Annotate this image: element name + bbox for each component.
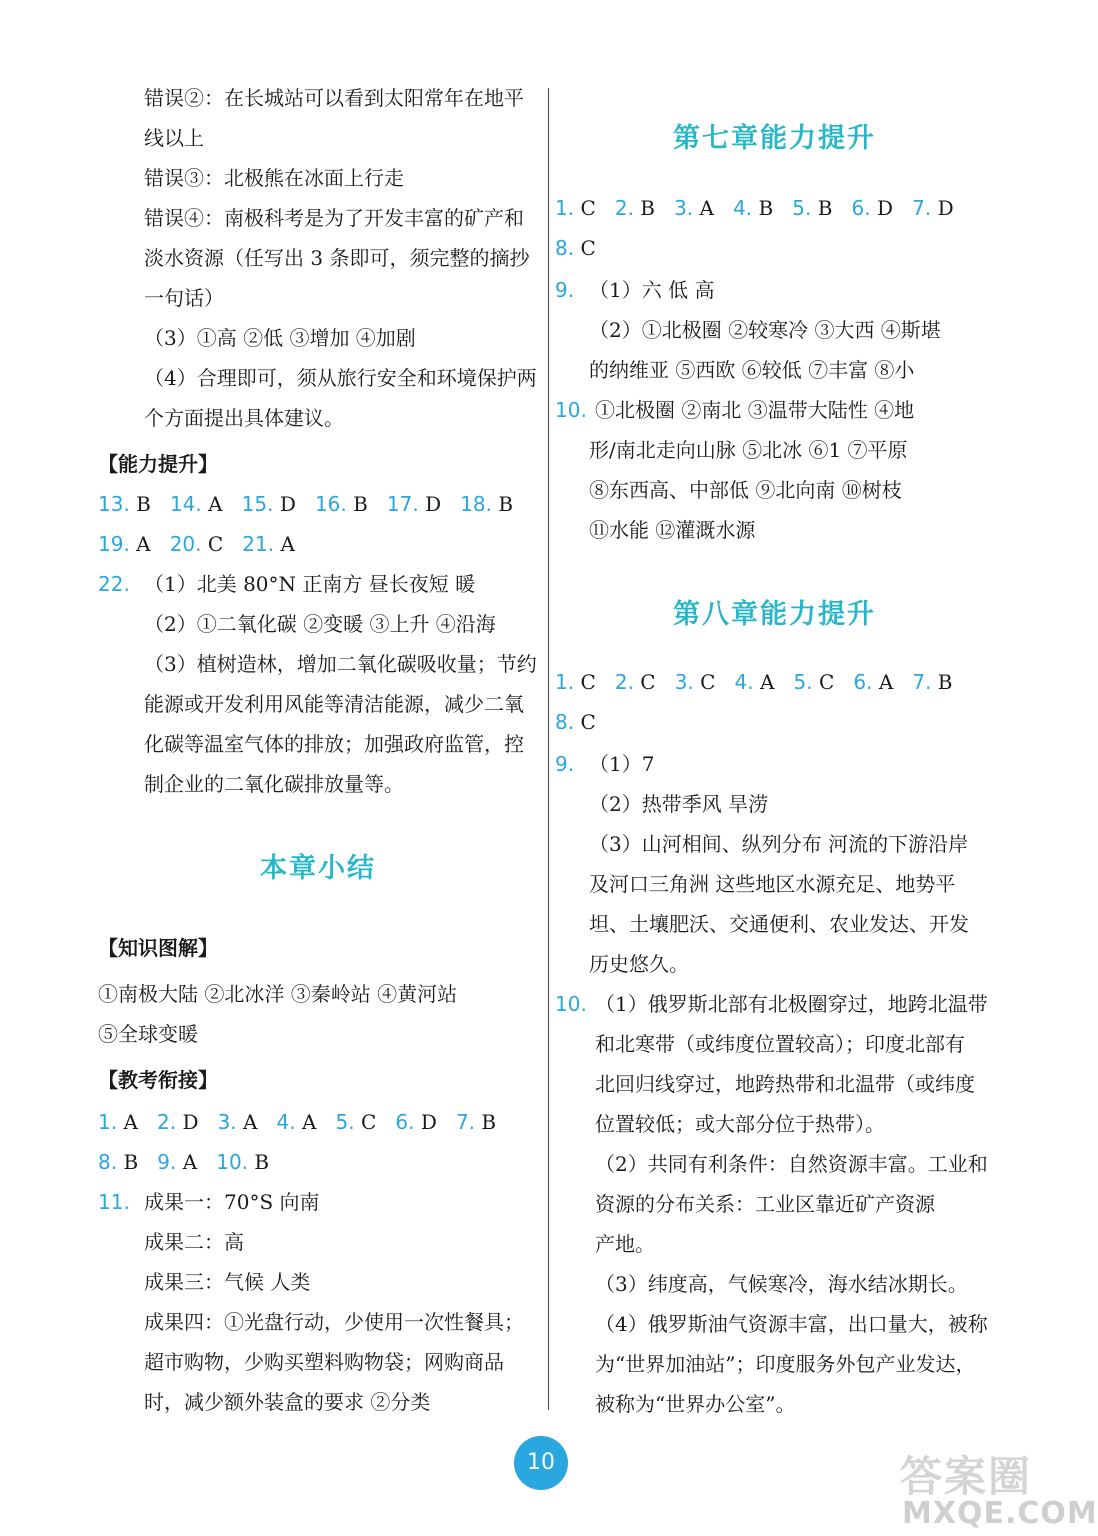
- question-number: 10.: [555, 992, 587, 1016]
- chapter-summary-title: 本章小结: [260, 853, 376, 884]
- question-number: 21.: [242, 532, 275, 556]
- answer: C: [818, 670, 835, 694]
- answer-row: [555, 194, 954, 222]
- text-line: （2）①二氧化碳 ②变暖 ③上升 ④沿海: [144, 612, 496, 636]
- section-heading-exam: 【教考衔接】: [98, 1068, 218, 1092]
- question-number: 10.: [555, 398, 587, 422]
- text-line: 淡水资源（任写出 3 条即可，须完整的摘抄: [144, 246, 530, 270]
- text-line: （2）热带季风 旱涝: [589, 792, 769, 816]
- text-line: （1）六 低 高: [589, 278, 715, 302]
- question-number: 8.: [555, 236, 575, 260]
- text-line: （3）植树造林，增加二氧化碳吸收量；节约: [144, 652, 537, 676]
- answer: B: [817, 196, 833, 220]
- answer: B: [640, 196, 655, 220]
- text-line: （2）共同有利条件：自然资源丰富。工业和: [595, 1152, 988, 1176]
- section-heading-ability: 【能力提升】: [98, 452, 218, 476]
- text-line: （1）7: [589, 752, 655, 776]
- answer: D: [182, 1110, 199, 1134]
- answer: D: [425, 492, 442, 516]
- answer: C: [580, 196, 596, 220]
- text-line: 坦、土壤肥沃、交通便利、农业发达、开发: [589, 912, 969, 936]
- question-number: 17.: [386, 492, 419, 516]
- question-number: 13.: [98, 492, 130, 516]
- text-line: 错误②：在长城站可以看到太阳常年在地平: [144, 86, 524, 110]
- text-line: 成果二：高: [144, 1230, 244, 1254]
- text-line: 北回归线穿过，地跨热带和北温带（或纬度: [595, 1072, 975, 1096]
- question-number: 11.: [98, 1190, 130, 1214]
- question-number: 5.: [792, 196, 812, 220]
- question-number: 2.: [614, 670, 634, 694]
- text-line: 成果四：①光盘行动，少使用一次性餐具；: [144, 1310, 524, 1334]
- answer: C: [700, 670, 716, 694]
- text-line: 和北寒带（或纬度位置较高）；印度北部有: [595, 1032, 965, 1056]
- text-line: 成果三：气候 人类: [144, 1270, 311, 1294]
- text-line: （1）北美 80°N 正南方 昼长夜短 暖: [144, 572, 476, 596]
- text-line: 个方面提出具体建议。: [144, 406, 344, 430]
- answer: A: [699, 196, 714, 220]
- text-line: ①南极大陆 ②北冰洋 ③秦岭站 ④黄河站: [98, 982, 458, 1006]
- question-number: 8.: [555, 710, 575, 734]
- text-line: （2）①北极圈 ②较寒冷 ③大西 ④斯堪: [589, 318, 941, 342]
- question-number: 6.: [851, 196, 871, 220]
- question-number: 2.: [156, 1110, 177, 1134]
- question-number: 1.: [555, 196, 575, 220]
- question-number: 8.: [98, 1150, 118, 1174]
- question-number: 10.: [216, 1150, 249, 1174]
- answer-row: [98, 490, 513, 518]
- answer: C: [640, 670, 656, 694]
- text-line: 错误④：南极科考是为了开发丰富的矿产和: [144, 206, 524, 230]
- watermark-logo: [900, 1444, 1098, 1536]
- question-number: 4.: [733, 196, 753, 220]
- answer: A: [208, 492, 223, 516]
- question-number: 15.: [241, 492, 274, 516]
- question-number: 3.: [217, 1110, 237, 1134]
- answer-row: [98, 1148, 269, 1176]
- text-line: 的纳维亚 ⑤西欧 ⑥较低 ⑦丰富 ⑧小: [589, 358, 915, 382]
- question-number: 7.: [455, 1110, 476, 1134]
- answer: A: [302, 1110, 317, 1134]
- question-number: 1.: [98, 1110, 118, 1134]
- text-line: （4）合理即可，须从旅行安全和环境保护两: [144, 366, 537, 390]
- text-line: 制企业的二氧化碳排放量等。: [144, 772, 404, 796]
- question-number: 18.: [460, 492, 493, 516]
- text-line: ①北极圈 ②南北 ③温带大陆性 ④地: [595, 398, 915, 422]
- question-number: 5.: [793, 670, 813, 694]
- question-number: 3.: [674, 670, 694, 694]
- text-line: 错误③：北极熊在冰面上行走: [144, 166, 404, 190]
- question-number: 6.: [395, 1110, 415, 1134]
- answer: C: [580, 670, 596, 694]
- answer-row: [555, 668, 953, 696]
- text-line: 形/南北走向山脉 ⑤北冰 ⑥1 ⑦平原: [589, 438, 908, 462]
- question-number: 2.: [614, 196, 634, 220]
- chapter-7-title: 第七章能力提升: [673, 123, 876, 154]
- page-number: 10: [514, 1436, 568, 1490]
- answer: A: [280, 532, 295, 556]
- text-line: 线以上: [144, 126, 204, 150]
- answer: A: [759, 670, 775, 694]
- text-line: 资源的分布关系：工业区靠近矿产资源: [595, 1192, 935, 1216]
- question-number: 5.: [335, 1110, 355, 1134]
- answer: A: [123, 1110, 138, 1134]
- answer: A: [136, 532, 151, 556]
- text-line: 能源或开发利用风能等清洁能源，减少二氧: [144, 692, 524, 716]
- answer: D: [279, 492, 296, 516]
- question-number: 9.: [157, 1150, 177, 1174]
- section-heading-knowledge: 【知识图解】: [98, 936, 218, 960]
- chapter-8-title: 第八章能力提升: [673, 599, 876, 630]
- question-number: 22.: [98, 572, 130, 596]
- text-line: 超市购物，少购买塑料购物袋；网购商品: [144, 1350, 504, 1374]
- question-number: 7.: [912, 670, 932, 694]
- answer-row: [555, 234, 596, 262]
- text-line: 位置较低；或大部分位于热带）。: [595, 1112, 885, 1136]
- text-line: 产地。: [595, 1232, 655, 1256]
- answer: A: [243, 1110, 258, 1134]
- text-line: ⑪水能 ⑫灌溉水源: [589, 518, 756, 542]
- watermark-text: 答案圈: [900, 1452, 1033, 1501]
- answer: D: [937, 196, 954, 220]
- question-number: 6.: [853, 670, 873, 694]
- column-divider: [548, 88, 549, 1410]
- answer-row: [555, 708, 596, 736]
- question-number: 3.: [674, 196, 694, 220]
- question-number: 1.: [555, 670, 575, 694]
- answer: C: [580, 236, 596, 260]
- question-number: 14.: [169, 492, 202, 516]
- text-line: （3）纬度高，气候寒冷，海水结冰期长。: [595, 1272, 968, 1296]
- answer: B: [937, 670, 953, 694]
- question-number: 4.: [276, 1110, 296, 1134]
- text-line: （4）俄罗斯油气资源丰富，出口量大，被称: [595, 1312, 988, 1336]
- question-number: 4.: [734, 670, 754, 694]
- text-line: （3）①高 ②低 ③增加 ④加剧: [144, 326, 416, 350]
- text-line: 及河口三角洲 这些地区水源充足、地势平: [589, 872, 956, 896]
- question-number: 19.: [98, 532, 130, 556]
- text-line: （1）俄罗斯北部有北极圈穿过，地跨北温带: [595, 992, 988, 1016]
- question-number: 7.: [912, 196, 932, 220]
- answer: B: [758, 196, 774, 220]
- question-number: 9.: [555, 752, 575, 776]
- text-line: 一句话）: [144, 286, 224, 310]
- watermark-url: MXQE.COM: [902, 1496, 1098, 1531]
- text-line: 化碳等温室气体的排放；加强政府监管，控: [144, 732, 524, 756]
- question-number: 16.: [314, 492, 347, 516]
- answer: C: [580, 710, 596, 734]
- answer: B: [136, 492, 151, 516]
- answer: B: [481, 1110, 497, 1134]
- text-line: 成果一：70°S 向南: [144, 1190, 320, 1214]
- text-line: （3）山河相间、纵列分布 河流的下游沿岸: [589, 832, 969, 856]
- answer: D: [876, 196, 894, 220]
- answer-row: [98, 530, 295, 558]
- text-line: 历史悠久。: [589, 952, 689, 976]
- text-line: ⑧东西高、中部低 ⑨北向南 ⑩树枝: [589, 478, 902, 502]
- answer: A: [878, 670, 894, 694]
- answer-row: [98, 1108, 496, 1136]
- question-number: 20.: [169, 532, 202, 556]
- answer: C: [360, 1110, 377, 1134]
- text-line: 为“世界加油站”；印度服务外包产业发达，: [595, 1352, 976, 1376]
- answer: A: [182, 1150, 198, 1174]
- answer: B: [123, 1150, 139, 1174]
- answer: B: [254, 1150, 270, 1174]
- text-line: 时，减少额外装盒的要求 ②分类: [144, 1390, 431, 1414]
- answer: C: [207, 532, 224, 556]
- answer: D: [420, 1110, 437, 1134]
- answer: B: [498, 492, 514, 516]
- text-line: ⑤全球变暖: [98, 1022, 198, 1046]
- answer: B: [353, 492, 368, 516]
- question-number: 9.: [555, 278, 575, 302]
- text-line: 被称为“世界办公室”。: [595, 1392, 796, 1416]
